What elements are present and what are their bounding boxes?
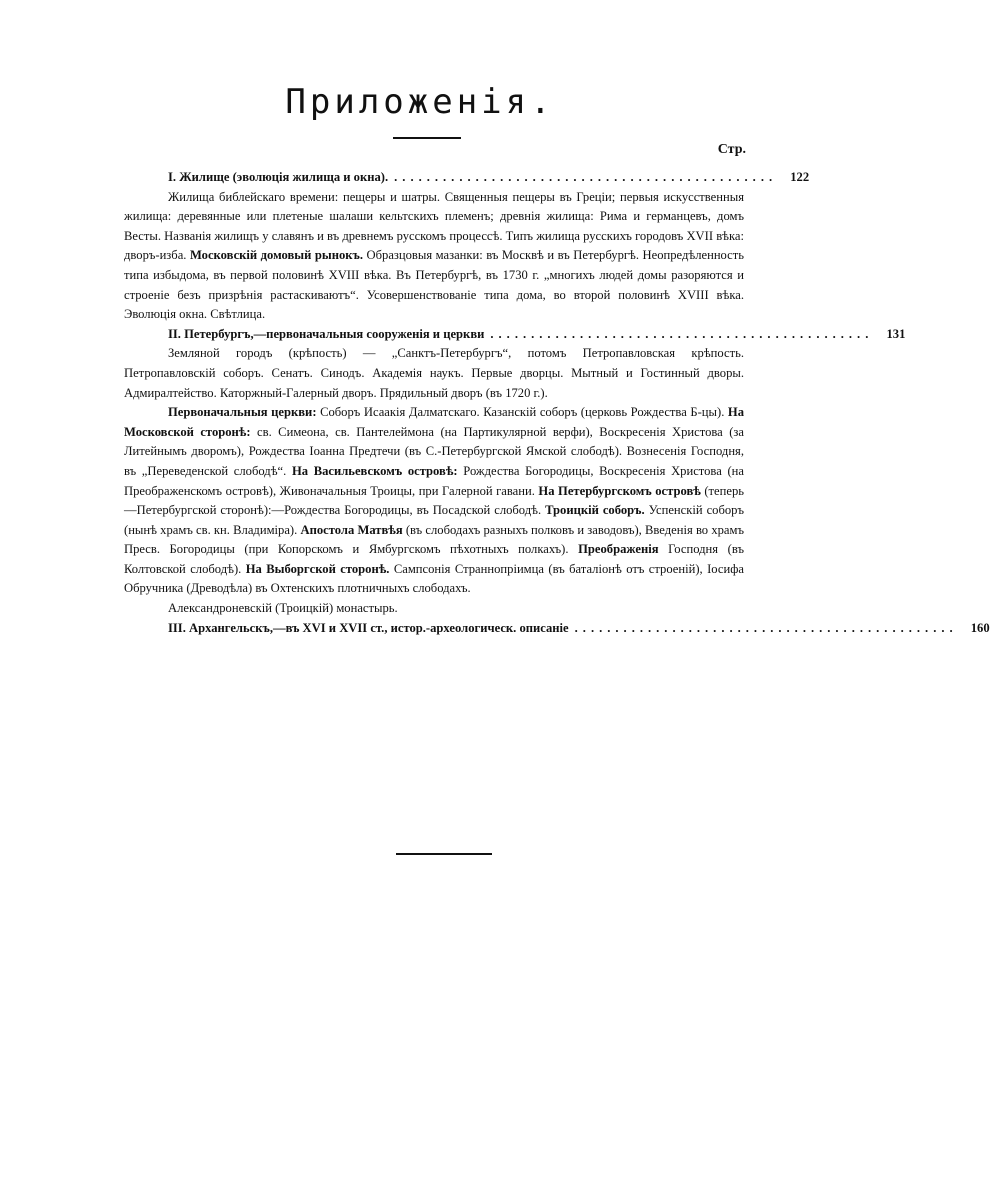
bold-phrase: На Московской сторонѣ: bbox=[124, 405, 744, 439]
bold-phrase: Первоначальныя церкви: bbox=[168, 405, 317, 420]
dot-leader: ............................................... bbox=[394, 170, 778, 184]
toc-entry bbox=[124, 168, 810, 188]
toc-entry-title: II. Петербургъ,—первоначальныя сооруженія и церкви bbox=[168, 326, 485, 341]
bold-phrase: Апостола Матвѣя bbox=[300, 522, 403, 537]
text-run: Александроневскій (Троицкій) монастырь. bbox=[168, 601, 398, 616]
bold-phrase: На Выборгской сторонѣ. bbox=[245, 561, 390, 576]
toc-description bbox=[124, 344, 744, 403]
toc-entry-page: 122 bbox=[790, 170, 810, 184]
text-run: (въ слободахъ разныхъ полковъ и заводовъ), Введенія во храмъ Пресв. Богородицы (при Копорскомъ и Ямбургскомъ пѣхотныхъ полкахъ). bbox=[124, 522, 744, 557]
text-run: Господня (въ Колтовской слободѣ). bbox=[124, 542, 745, 576]
toc-entry-title: III. Архангельскъ,—въ XVI и XVII ст., истор.-археологическ. описаніе bbox=[168, 620, 569, 635]
bold-phrase: Московскій домовый рынокъ. bbox=[189, 248, 364, 263]
page-title: Приложенія. bbox=[285, 82, 555, 122]
text-run: Жилища библейскаго времени: пещеры и шатры. Священныя пещеры въ Греціи; первыя искусственныя жилища: деревянные или плетеные шалаши кельтскихъ племенъ; древнія жилища: Рима и германцевъ, домъ Весты. Названія жилищъ у славянъ и въ древнемъ русскомъ процессѣ. Типъ жилища русскихъ городовъ XVII вѣка: дворъ-изба. bbox=[124, 189, 744, 263]
bold-phrase: На Петербургскомъ островѣ bbox=[538, 483, 701, 498]
toc-description bbox=[124, 188, 744, 325]
bold-phrase: Троицкій соборъ. bbox=[545, 503, 645, 518]
text-run: Рождества Богородицы, Воскресенія Христова (на Преображенскомъ островѣ), Живоначальныя Троицы, при Галерной гавани. bbox=[124, 463, 744, 498]
end-divider bbox=[396, 853, 492, 855]
text-run: св. Симеона, св. Пантелеймона (на Партикулярной верфи), Воскресенія Христова (за Литейнымъ дворомъ), Рождества Іоанна Предтечи (въ С.-Петербургской Ямской слободѣ). Вознесенія Господня, въ „Переведенской слободѣ“. bbox=[124, 424, 744, 478]
page-column-header: Стр. bbox=[717, 142, 746, 157]
toc-entry-title: I. Жилище (эволюція жилища и окна). bbox=[168, 170, 389, 184]
toc-entry bbox=[124, 619, 990, 639]
bold-phrase: На Васильевскомъ островѣ: bbox=[291, 463, 458, 478]
text-run: Соборъ Исаакія Далматскаго. Казанскій соборъ (церковь Рождества Б-цы). bbox=[316, 405, 728, 420]
title-divider bbox=[393, 137, 461, 139]
toc-description bbox=[124, 403, 744, 599]
text-run: Успенскій соборъ (нынѣ храмъ св. кн. Владиміра). bbox=[124, 503, 744, 537]
text-run: Образцовыя мазанки: въ Москвѣ и въ Петербургѣ. Неопредѣленность типа избыдома, въ первой половинѣ XVIII вѣка. Въ Петербургѣ, въ 1730 г. „многихъ людей домы разоряются и строеніе безъ призрѣнія растаскиваютъ“. Усовершенствованіе типа дома, во второй половинѣ XVIII вѣка. Эволюція окна. Свѣтлица. bbox=[124, 248, 745, 322]
dot-leader: ............................................... bbox=[490, 326, 874, 341]
text-run: (теперь—Петербургской сторонѣ):—Рождества Богородицы, въ Посадской слободѣ. bbox=[124, 483, 744, 518]
toc-entry-page: 131 bbox=[886, 326, 906, 341]
bold-phrase: Преображенія bbox=[578, 542, 659, 557]
toc-entry-page: 160 bbox=[970, 620, 990, 635]
text-run: Земляной городъ (крѣпость) — „Санктъ-Петербургъ“, потомъ Петропавловская крѣпость. Петропавловскій соборъ. Сенатъ. Синодъ. Академія наукъ. Первые дворцы. Мытный и Гостинный дворы. Адмиралтейство. Каторжный-Галерный дворъ. Прядильный дворъ (въ 1720 г.). bbox=[124, 346, 744, 400]
table-of-contents bbox=[124, 168, 990, 638]
toc-description bbox=[124, 599, 744, 619]
text-run: Сампсонія Страннопріимца (въ баталіонѣ отъ строеній), Іосифа Обручника (Древодѣла) въ Охтенскихъ плотничныхъ слободахъ. bbox=[124, 561, 744, 596]
toc-entry bbox=[124, 325, 906, 345]
dot-leader: ............................................... bbox=[574, 620, 958, 635]
